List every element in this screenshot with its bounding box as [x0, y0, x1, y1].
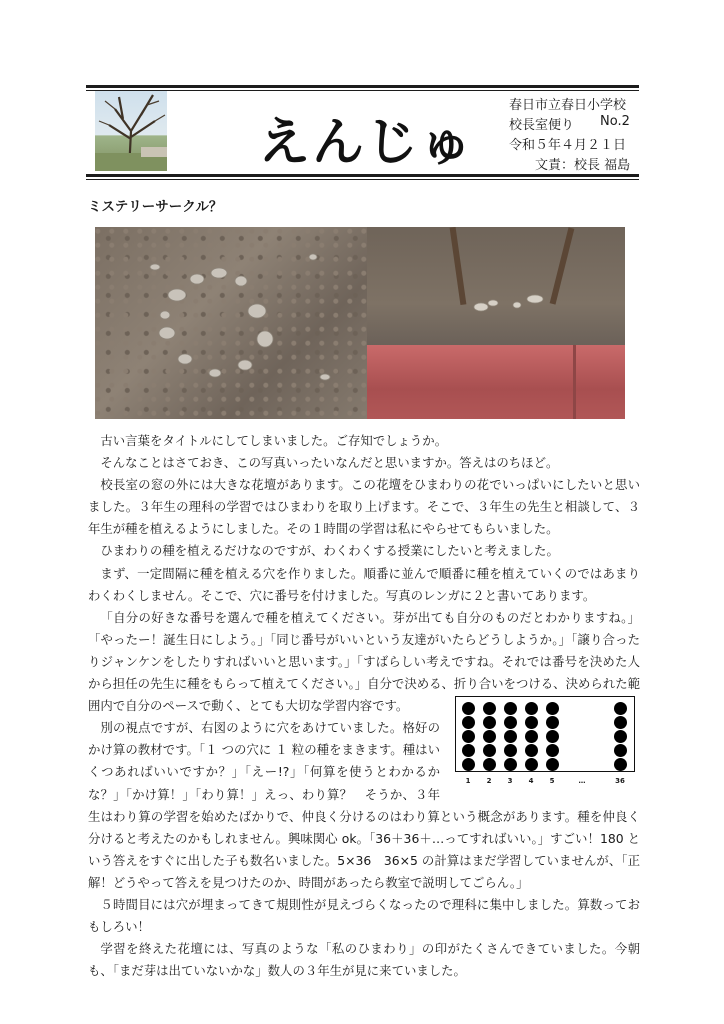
column-label: …	[578, 777, 586, 785]
tree-illustration	[95, 91, 167, 171]
masthead-title: えんじゅ	[258, 112, 475, 173]
column-label: 4	[528, 777, 534, 785]
article-body	[88, 430, 640, 982]
column-label: 1	[465, 777, 471, 785]
author-credit: 文責：校長 福島	[535, 158, 631, 173]
column-label: 2	[486, 777, 492, 785]
masthead-tree-photo	[95, 91, 167, 171]
paragraph-figure: 別の視点ですが、右図のように穴をあけていました。格好のかけ算の教材です。「１ つの穴に １ 粒の種をまきます。種はいくつあればいいですか？」「えー!?」「何算を使うとわかるかな？」「かけ算！」「わり算！」えっ、わり算？ そうか、３年生はわり算の学習を始めたばかりで、仲良く分けるのはわり算という概念があります。種を仲良く分けると考えたのかもしれません。興味関心 ok。「36＋36＋…ってすればいい。」すごい！180 という答えをすぐに出した子も数名いました。5×36 36×5 の計算はまだ学習していませんが、「正解！どうやって答えを見つけたのか、時間があったら教室で説明してごらん。」	[88, 720, 640, 890]
paragraph: ひまわりの種を植えるだけなのですが、わくわくする授業にしたいと考えました。	[100, 543, 559, 559]
photo-stone-circle	[95, 227, 367, 419]
paragraph: まず、一定間隔に種を植える穴を作りました。順番に並んで順番に種を植えていくのではあまりわくわくしません。そこで、穴に番号を付けました。写真のレンガに２と書いてあります。	[88, 565, 640, 603]
brick-joint	[573, 345, 576, 419]
issue-date: 令和５年４月２１日	[509, 138, 627, 153]
article-title: ミステリーサークル？	[88, 199, 223, 215]
stone-circle-illustration	[95, 227, 367, 419]
masthead-rule-top-thin	[86, 90, 639, 91]
photo-brick-and-stems	[367, 227, 625, 419]
masthead-rule-top	[86, 85, 639, 88]
brick-border	[367, 345, 625, 419]
masthead-rule-bottom-thin	[86, 179, 639, 180]
paragraph: 学習を終えた花壇には、写真のような「私のひまわり」の印がたくさんできていました。今朝も、「まだ芽は出ていないかな」数人の３年生が見に来ていました。	[88, 941, 640, 979]
column-label: 36	[615, 777, 625, 785]
paragraph: そんなことはさておき、この写真いったいなんだと思いますか。答えはのちほど。	[100, 455, 559, 471]
paragraph: 校長室の窓の外には大きな花壇があります。この花壇をひまわりの花でいっぱいにしたいと思いました。３年生の理科の学習ではひまわりを取り上げます。そこで、３年生の先生と相談して、３年生が種を植えるようにしました。その１時間の学習は私にやらせてもらいました。	[88, 477, 640, 537]
column-label: 5	[549, 777, 555, 785]
bulletin-name: 校長室便り	[509, 118, 575, 133]
figure-spacer	[450, 719, 640, 801]
issue-number: No.2	[600, 114, 630, 129]
school-name: 春日市立春日小学校	[509, 98, 627, 113]
paragraph: 「自分の好きな番号を選んで種を植えてください。芽が出ても自分のものだとわかりますね。」「やったー！誕生日にしよう。」「同じ番号がいいという友達がいたらどうしようか。」「譲り合ったりジャンケンをしたりすればいいと思います。」「すばらしい考えですね。それでは番号を決めた人から担任の先生に種をもらって植えてください。」自分で決める、折り合いをつける、決められた範囲内で自分のペースで動く、とても大切な学習内容です。	[88, 609, 640, 714]
column-label: 3	[507, 777, 513, 785]
paragraph: ５時間目には穴が埋まってきて規則性が見えづらくなったので理科に集中しました。算数っておもしろい！	[88, 896, 640, 935]
seed-stones-illustration	[367, 227, 625, 345]
paragraph: 古い言葉をタイトルにしてしまいました。ご存知でしょうか。	[100, 433, 448, 448]
